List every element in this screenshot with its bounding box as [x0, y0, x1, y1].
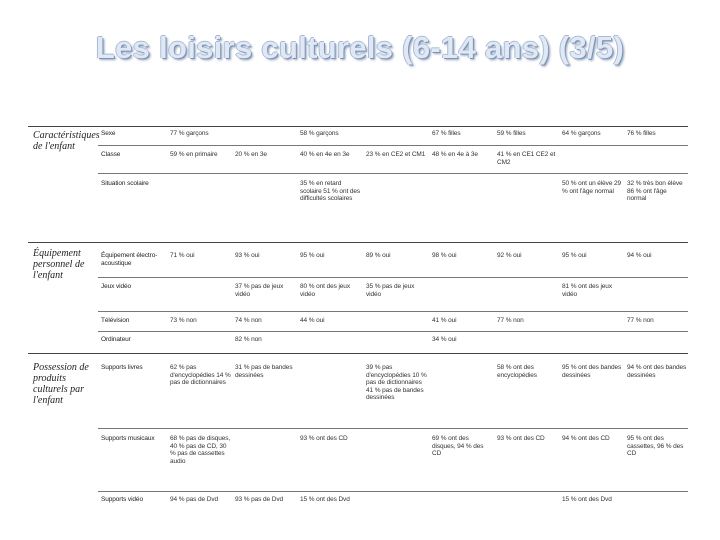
- table-cell: 77 % garçons: [170, 130, 209, 137]
- table-cell: 76 % filles: [627, 130, 656, 137]
- table-cell: 68 % pas de disques, 40 % pas de CD, 30 % pas de cassettes audio: [170, 435, 231, 465]
- table-cell: 58 % ont des encyclopédies: [497, 364, 537, 379]
- table-cell: 80 % ont des jeux vidéo: [300, 283, 350, 298]
- table-cell: 71 % oui: [170, 252, 195, 259]
- table-cell: 94 % oui: [627, 252, 652, 259]
- table-cell: 50 % ont un élève 29 % ont l'âge normal: [562, 180, 622, 195]
- table-rule: [98, 331, 688, 332]
- table-cell: 59 % en primaire: [170, 151, 218, 158]
- row-label: Supports vidéo: [101, 496, 143, 503]
- row-label: Classe: [101, 151, 121, 158]
- table-cell: 95 % oui: [562, 252, 587, 259]
- table-rule: [28, 353, 688, 354]
- table-rule: [28, 126, 688, 127]
- table-cell: 69 % ont des disques, 94 % des CD: [432, 435, 484, 457]
- table-cell: 73 % non: [170, 317, 197, 324]
- row-label: Équipement électro-acoustique: [101, 252, 158, 267]
- table-cell: 81 % ont des jeux vidéo: [562, 283, 612, 298]
- table-rule: [98, 277, 688, 278]
- table-cell: 92 % oui: [497, 252, 522, 259]
- table-cell: 77 % non: [497, 317, 524, 324]
- table-cell: 94 % pas de Dvd: [170, 496, 219, 503]
- table-cell: 64 % garçons: [562, 130, 601, 137]
- table-cell: 15 % ont des Dvd: [300, 496, 350, 503]
- table-cell: 94 % ont des CD: [562, 435, 610, 442]
- section-heading: Équipement personnel de l'enfant: [33, 248, 85, 281]
- table-cell: 93 % ont des CD: [300, 435, 348, 442]
- row-label: Sexe: [101, 130, 116, 137]
- table-cell: 32 % très bon élève 86 % ont l'âge normal: [627, 180, 683, 202]
- table-cell: 59 % filles: [497, 130, 526, 137]
- slide-title: Les loisirs culturels (6-14 ans) (3/5): [95, 30, 625, 65]
- row-label: Télévision: [101, 317, 130, 324]
- table-cell: 48 % en 4e à 3e: [432, 151, 478, 158]
- table-cell: 62 % pas d'encyclopédies 14 % pas de dictionnaires: [170, 364, 231, 386]
- table-cell: 94 % ont des bandes dessinées: [627, 364, 687, 379]
- table-cell: 37 % pas de jeux vidéo: [235, 283, 284, 298]
- table-cell: 89 % oui: [366, 252, 391, 259]
- table-rule: [98, 145, 688, 146]
- table-cell: 34 % oui: [432, 336, 457, 343]
- table-cell: 41 % oui: [432, 317, 457, 324]
- table-cell: 35 % pas de jeux vidéo: [366, 283, 415, 298]
- table-cell: 95 % oui: [300, 252, 325, 259]
- table-cell: 40 % en 4e en 3e: [300, 151, 350, 158]
- table-cell: 98 % oui: [432, 252, 457, 259]
- row-label: Supports livres: [101, 364, 143, 371]
- table-cell: 31 % pas de bandes dessinées: [235, 364, 293, 379]
- table-cell: 77 % non: [627, 317, 654, 324]
- table-cell: 41 % en CE1 CE2 et CM2: [497, 151, 556, 166]
- table-cell: 82 % non: [235, 336, 262, 343]
- row-label: Ordinateur: [101, 336, 131, 343]
- table-cell: 20 % en 3e: [235, 151, 267, 158]
- table-cell: 23 % en CE2 et CM1: [366, 151, 426, 158]
- table-rule: [98, 491, 688, 492]
- table-cell: 93 % oui: [235, 252, 260, 259]
- table-cell: 95 % ont des bandes dessinées: [562, 364, 622, 379]
- table-rule: [28, 242, 688, 243]
- row-label: Situation scolaire: [101, 180, 149, 187]
- table-cell: 35 % en retard scolaire 51 % ont des difficultés scolaires: [300, 180, 361, 202]
- section-heading: Caractéristiques de l'enfant: [33, 130, 100, 152]
- section-heading: Possession de produits culturels par l'enfant: [33, 362, 89, 406]
- table-cell: 44 % oui: [300, 317, 325, 324]
- row-label: Supports musicaux: [101, 435, 155, 442]
- table-cell: 15 % ont des Dvd: [562, 496, 612, 503]
- table-cell: 93 % pas de Dvd: [235, 496, 284, 503]
- table-cell: 74 % non: [235, 317, 262, 324]
- table-cell: 39 % pas d'encyclopédies 10 % pas de dictionnaires 41 % pas de bandes dessinées: [366, 364, 427, 401]
- table-cell: 95 % ont des cassettes, 96 % des CD: [627, 435, 684, 457]
- row-label: Jeux vidéo: [101, 283, 132, 290]
- table-cell: 67 % filles: [432, 130, 461, 137]
- table-rule: [98, 311, 688, 312]
- table-cell: 93 % ont des CD: [497, 435, 545, 442]
- table-rule: [98, 428, 688, 429]
- table-rule: [98, 173, 688, 174]
- table-cell: 58 % garçons: [300, 130, 339, 137]
